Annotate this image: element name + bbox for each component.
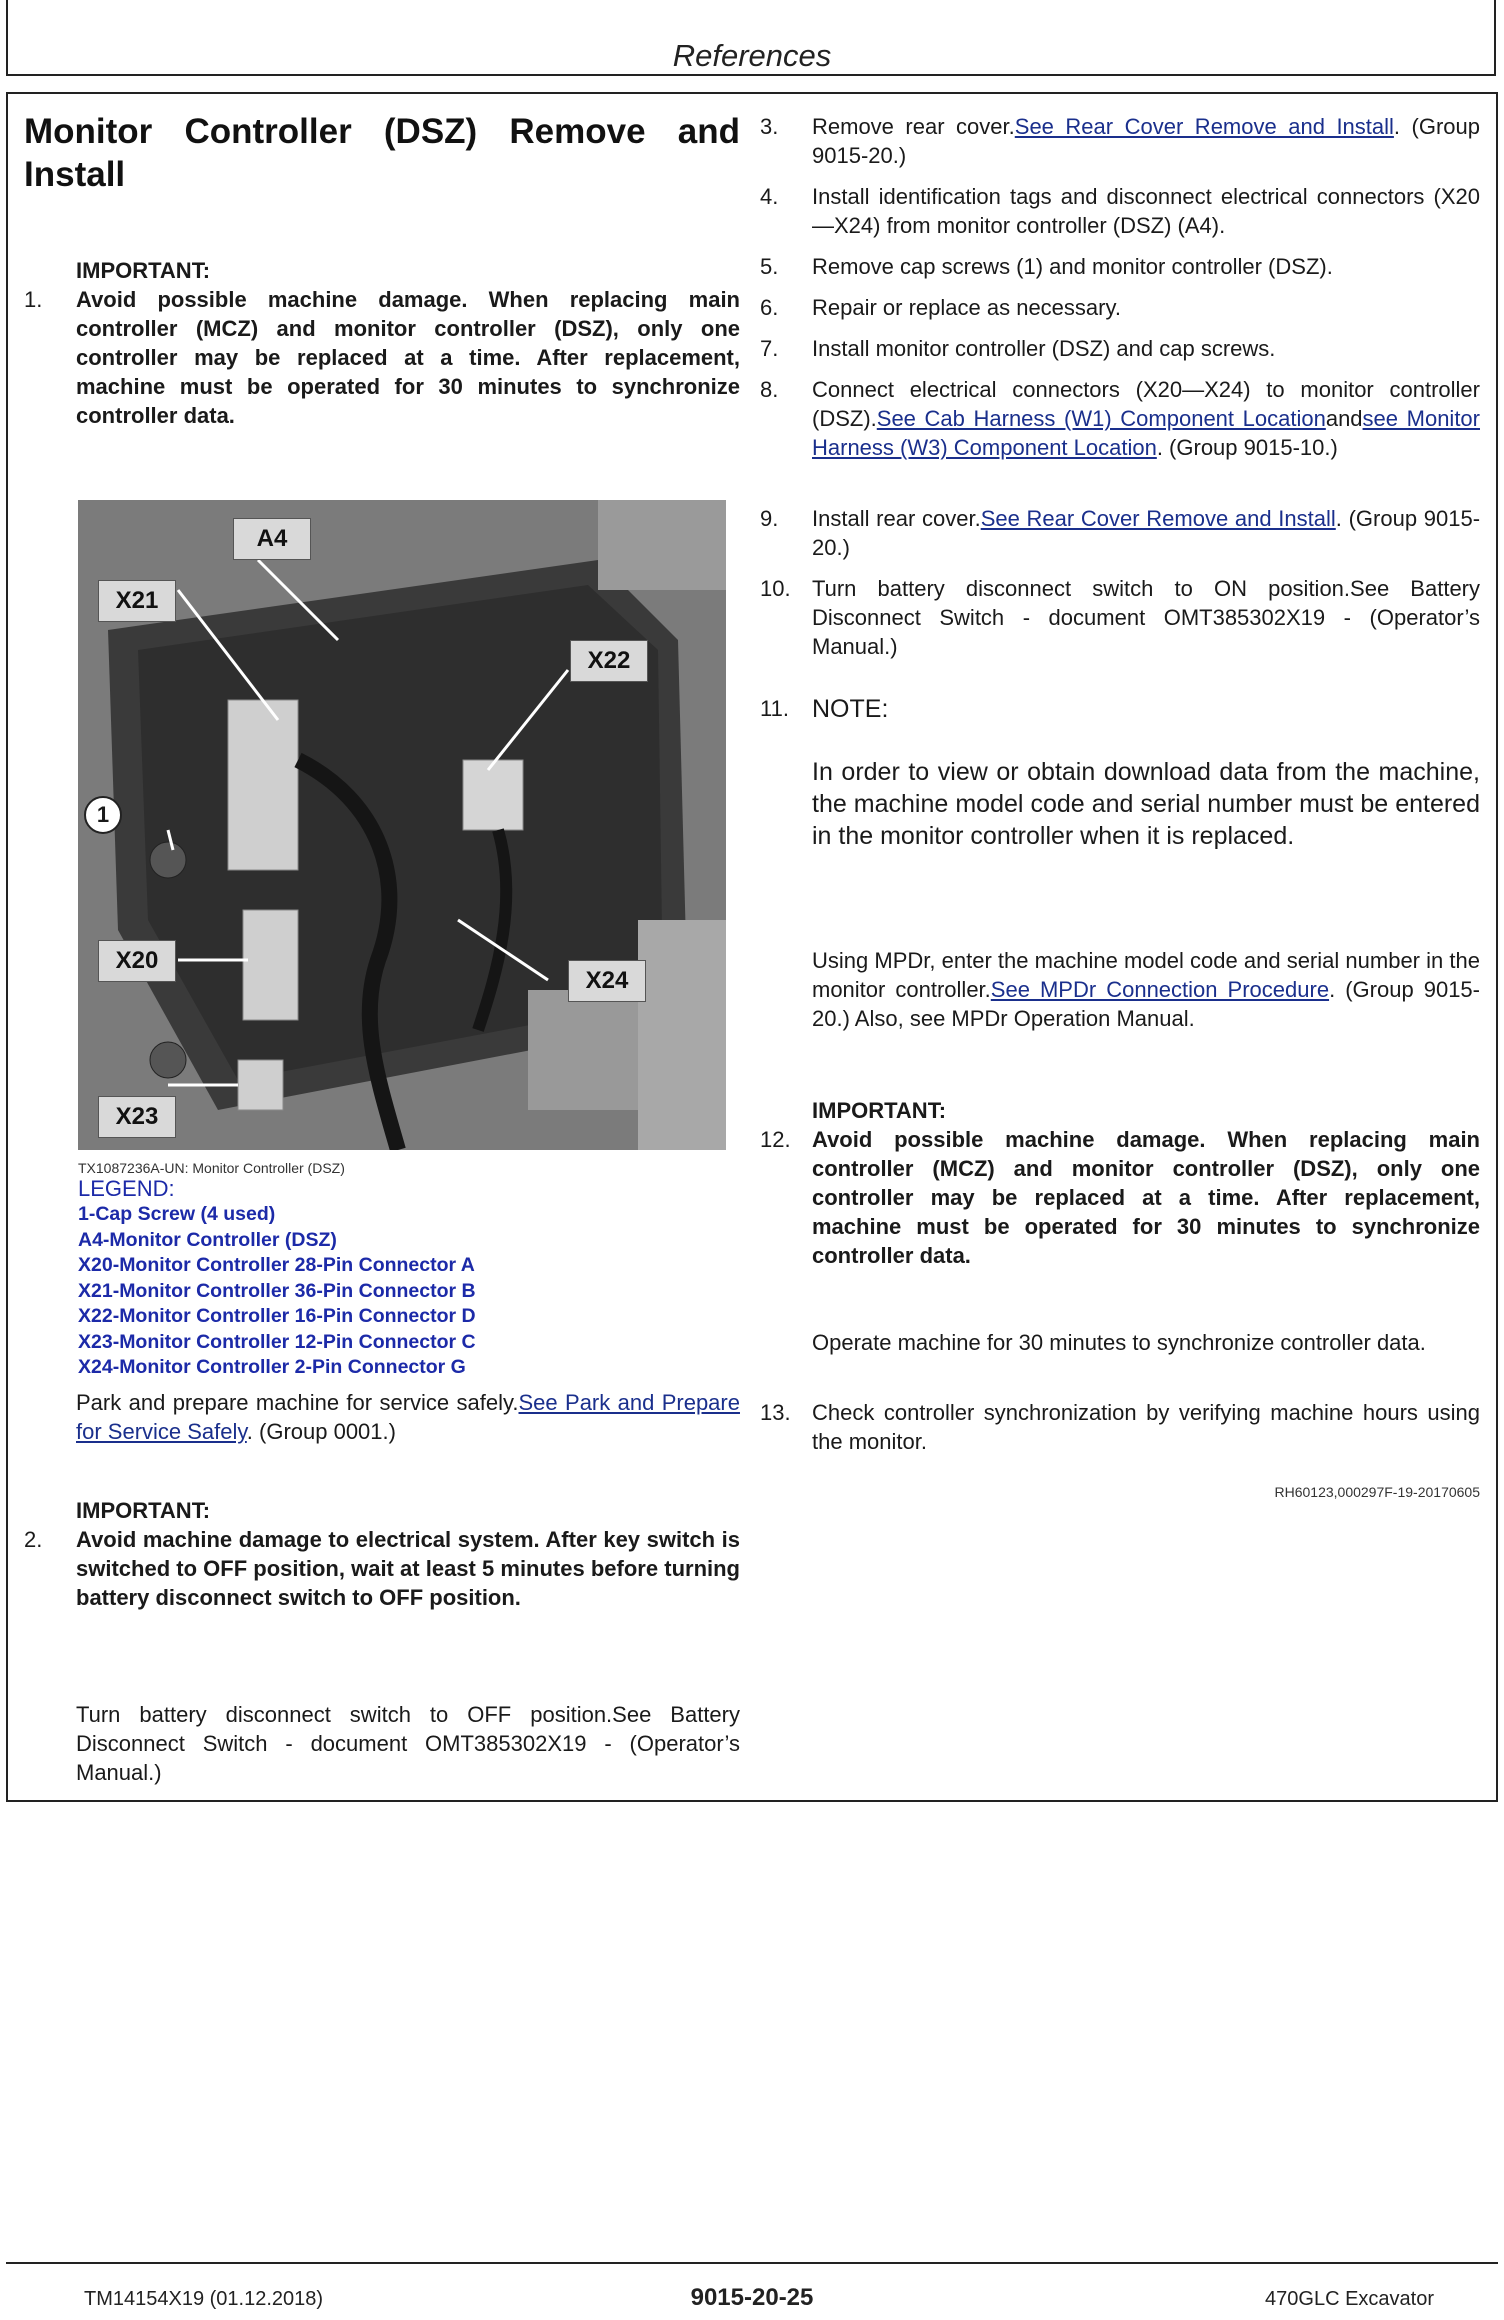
callout-x23: X23 [98,1096,176,1138]
step-7 [760,334,1480,364]
step-number: 6. [760,295,779,320]
callout-a4: A4 [233,518,311,560]
important-text: Avoid possible machine damage. When replacing main controller (MCZ) and monitor controller (DSZ), only one controller may be replaced at a time. After replacement, machine must be operated for 30 minutes to synchronize controller data. [812,1127,1480,1268]
mid: and [1325,406,1363,431]
note-label: NOTE: [812,695,889,723]
step-4 [760,182,1480,242]
rear-cover-link[interactable]: See Rear Cover Remove and Install [1014,114,1394,139]
step-text: Operate machine for 30 minutes to synchronize controller data. [812,1330,1426,1355]
callout-1: 1 [84,796,122,834]
legend-item: X20-Monitor Controller 28-Pin Connector A [78,1254,475,1276]
step-9 [760,504,1480,564]
step-8 [760,375,1480,495]
legend-item: X22-Monitor Controller 16-Pin Connector D [78,1305,476,1327]
step-number: 10. [760,576,791,601]
step-number: 11. [760,696,789,721]
text: Install rear cover. [812,506,981,531]
monitor-controller-photo [78,500,726,1150]
important-text: Avoid possible machine damage. When replacing main controller (MCZ) and monitor controller (DSZ), only one controller may be replaced at a time. After replacement, machine must be operated for 30 minutes to synchronize controller data. [76,287,740,428]
park-text: Park and prepare machine for service safely. [76,1390,519,1415]
tail: . (Group 9015-10.) [1156,435,1338,460]
step-text [812,112,1480,170]
tail: . (Group 9015-20.) [812,114,1481,168]
callout-x21: X21 [98,580,176,622]
legend-item: X24-Monitor Controller 2-Pin Connector G [78,1356,466,1378]
step-number: 9. [760,506,779,531]
step-10 [760,574,1480,664]
rear-cover-link[interactable]: See Rear Cover Remove and Install [980,506,1336,531]
figure-legend [78,1160,738,1381]
step-text [812,504,1480,562]
step-number: 5. [760,254,779,279]
step-3 [760,112,1480,172]
text: Connect electrical connectors (X20—X24) to monitor controller (DSZ). [812,377,1480,431]
step-number: 7. [760,336,779,361]
step-text: Install monitor controller (DSZ) and cap screws. [812,336,1276,361]
header-title: References [672,38,832,73]
step-12 [760,1096,1480,1396]
footer-page-number: 9015-20-25 [690,2284,814,2311]
step-text [812,375,1480,462]
park-paragraph [76,1388,740,1446]
important-text: Avoid machine damage to electrical system. After key switch is switched to OFF position, wait at least 5 minutes before turning battery disconnect switch to OFF position. [76,1527,740,1610]
page-title: Monitor Controller (DSZ) Remove and Install [24,112,740,194]
footer-model: 470GLC Excavator [1265,2288,1434,2310]
step-text: Check controller synchronization by verifying machine hours using the monitor. [812,1400,1480,1454]
step-number: 1. [24,287,43,312]
legend-label: LEGEND: [78,1176,175,1201]
legend-item: A4-Monitor Controller (DSZ) [78,1228,337,1251]
footer-rule [6,2262,1498,2264]
figure-caption: TX1087236A-UN: Monitor Controller (DSZ) [78,1160,345,1176]
legend-item: 1-Cap Screw (4 used) [78,1203,276,1225]
step-text: Install identification tags and disconnect electrical connectors (X20—X24) from monitor controller (DSZ) (A4). [812,184,1480,238]
step-1 [24,256,740,436]
important-label: IMPORTANT: [812,1098,947,1123]
tail: . (Group 9015-20.) [812,506,1481,560]
mpdr-connection-link[interactable]: See MPDr Connection Procedure [990,977,1330,1002]
important-label: IMPORTANT: [76,258,211,283]
callout-x22: X22 [570,640,648,682]
step-text: Remove cap screws (1) and monitor controller (DSZ). [812,254,1333,279]
callout-x24: X24 [568,960,646,1002]
tail: . (Group 9015-20.) Also, see MPDr Operation Manual. [812,977,1480,1031]
step-number: 8. [760,377,779,402]
step-number: 2. [24,1527,43,1552]
step-number: 4. [760,184,779,209]
step-11 [760,694,1480,1074]
note-text: In order to view or obtain download data from the machine, the machine model code and serial number must be entered in the monitor controller when it is replaced. [812,758,1480,850]
step-6 [760,293,1480,323]
important-label: IMPORTANT: [76,1498,211,1523]
park-safely-link[interactable]: See Park and Prepare for Service Safely [76,1390,740,1444]
step-13 [760,1398,1480,1458]
step-text: Repair or replace as necessary. [812,295,1121,320]
text: Using MPDr, enter the machine model code and serial number in the monitor controller. [812,948,1480,1002]
step-text: Turn battery disconnect switch to OFF position.See Battery Disconnect Switch - document OMT385302X19 - (Operator’s Manual.) [76,1702,740,1785]
step-number: 3. [760,114,779,139]
step-2 [24,1496,740,1785]
step-number: 12. [760,1127,791,1152]
step-number: 13. [760,1400,791,1425]
monitor-harness-link[interactable]: see Monitor Harness (W3) Component Location [812,406,1480,460]
legend-item: X23-Monitor Controller 12-Pin Connector C [78,1330,476,1353]
footer-manual-id: TM14154X19 (01.12.2018) [84,2288,324,2310]
step-5 [760,252,1480,282]
park-tail: . (Group 0001.) [246,1419,396,1444]
cab-harness-link[interactable]: See Cab Harness (W1) Component Location [876,406,1326,431]
step-text [812,946,1480,1033]
doc-id: RH60123,000297F-19-20170605 [1274,1484,1480,1500]
step-text: Turn battery disconnect switch to ON position.See Battery Disconnect Switch - document OMT385302X19 - (Operator’s Manual.) [812,576,1480,659]
text: Remove rear cover. [812,114,1015,139]
callout-x20: X20 [98,940,176,982]
legend-item: X21-Monitor Controller 36-Pin Connector B [78,1279,476,1302]
